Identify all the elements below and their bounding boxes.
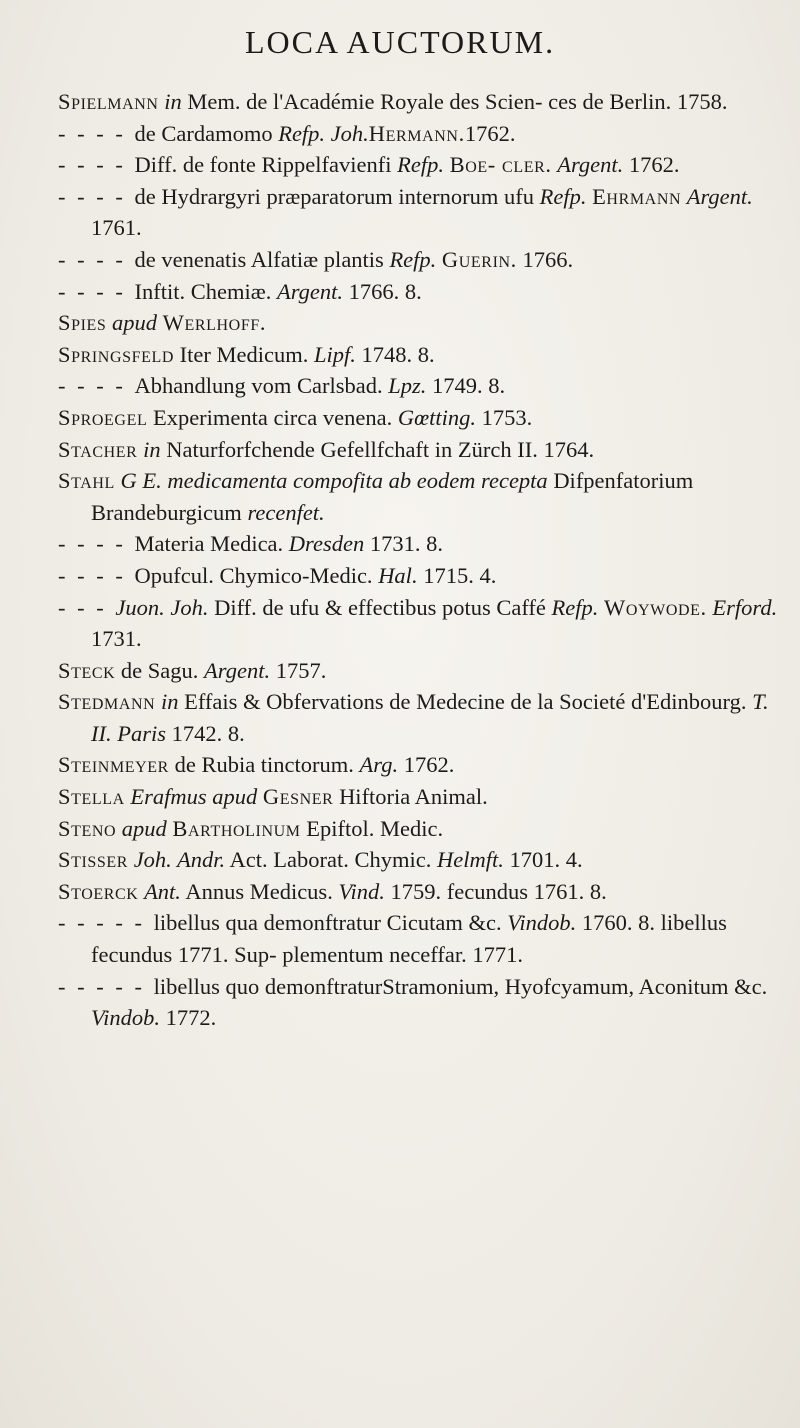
ditto-dashes: - - -	[58, 594, 116, 620]
bibliography-entry	[58, 560, 788, 592]
entry-text: de Cardamomo	[134, 120, 279, 146]
entry-text: 1760. 8. libellus fecundus 1771. Sup- plementum neceffar. 1771.	[91, 910, 727, 968]
bibliography-entry	[58, 749, 788, 781]
entry-text: 1762.	[623, 152, 680, 178]
italic-text: Vind.	[338, 878, 385, 904]
entry-text: de Rubia tinctorum.	[168, 752, 360, 778]
entry-text: 1761.	[91, 215, 142, 241]
italic-text: Vindob.	[91, 1005, 160, 1031]
entry-text: 1757.	[270, 657, 327, 683]
entry-text: Inftit. Chemiæ.	[134, 278, 277, 304]
italic-text: in	[160, 689, 179, 715]
entry-text: Epiftol. Medic.	[300, 815, 444, 841]
bibliography-entry	[58, 307, 788, 339]
italic-text: Refp.	[539, 183, 587, 209]
italic-text: Refp.	[551, 594, 599, 620]
entry-text: Diff. de ufu & effectibus potus Caffé	[208, 594, 552, 620]
bibliography-entry	[58, 118, 788, 150]
entry-text: Difpenfatorium Brandeburgicum	[91, 468, 694, 525]
bibliography-entry	[58, 339, 788, 371]
entry-text: Mem. de l'Académie Royale des Scien- ces de Berlin. 1758.	[181, 89, 728, 114]
entry-text: 1762.	[464, 120, 516, 146]
ditto-dashes: - - - -	[58, 152, 135, 178]
bibliography-entry	[58, 370, 788, 402]
italic-text: in	[164, 89, 182, 114]
ditto-dashes: - - - - -	[58, 910, 154, 936]
bibliography-entry	[58, 907, 788, 970]
entry-text: libellus quo demonftraturStramonium, Hyofcyamum, Aconitum &c.	[153, 973, 768, 999]
entry-text: 1766.	[516, 246, 574, 272]
entry-text: 1759. fecundus 1761. 8.	[384, 878, 607, 904]
italic-text: Helmft.	[436, 847, 504, 873]
italic-text: T. II. Paris	[91, 689, 769, 746]
bibliography-entry	[58, 844, 788, 876]
author-name: Woywode.	[604, 594, 707, 620]
italic-text: Argent.	[276, 278, 344, 304]
author-name: Stedmann	[58, 689, 156, 715]
italic-text: Refp. Joh.	[278, 120, 369, 146]
entry-text: libellus qua demonftratur Cicutam &c.	[153, 910, 508, 936]
ditto-dashes: - - - -	[58, 120, 135, 146]
ditto-dashes: - - - -	[58, 278, 135, 304]
entry-text: de Sagu.	[115, 657, 205, 683]
entry-text: 1772.	[159, 1005, 217, 1031]
author-name: Steck	[58, 657, 116, 683]
italic-text: Erford.	[712, 594, 778, 620]
italic-text: Juon. Joh.	[115, 594, 209, 620]
bibliography-entry	[58, 971, 788, 1034]
bibliography-list	[58, 86, 788, 1034]
bibliography-entry	[58, 686, 788, 749]
author-name: Stacher	[58, 436, 138, 462]
italic-text: Lpz.	[388, 373, 427, 399]
italic-text: Dresden	[288, 531, 365, 557]
entry-text: Effais & Obfervations de Medecine de la Societé d'Edinbourg.	[178, 689, 753, 715]
entry-text: Opufcul. Chymico-Medic.	[134, 562, 379, 588]
entry-text: 1731. 8.	[364, 531, 443, 557]
entry-text: Annus Medicus.	[180, 878, 339, 904]
bibliography-entry	[58, 781, 788, 813]
bibliography-entry	[58, 813, 788, 845]
entry-text: 1715. 4.	[417, 562, 497, 588]
bibliography-entry	[58, 434, 788, 466]
entry-text: 1748. 8.	[355, 341, 435, 367]
ditto-dashes: - - - -	[58, 562, 135, 588]
italic-text: Argent.	[204, 657, 271, 683]
author-name: Guerin.	[441, 246, 517, 272]
italic-text: Vindob.	[507, 910, 577, 936]
author-name: Sproegel	[58, 404, 148, 430]
bibliography-entry	[58, 276, 788, 308]
italic-text: Refp.	[389, 246, 437, 272]
author-name: Steinmeyer	[58, 752, 169, 778]
italic-text: Hal.	[378, 562, 418, 588]
bibliography-entry	[58, 402, 788, 434]
author-name: Ehrmann	[592, 183, 682, 209]
entry-text: de Hydrargyri præparatorum internorum ufu	[134, 183, 540, 209]
italic-text: Erafmus apud	[130, 784, 258, 810]
entry-text: 1749. 8.	[426, 373, 506, 399]
entry-text: Diff. de fonte Rippelfavienfi	[134, 152, 398, 178]
author-name: Werlhoff.	[162, 310, 267, 336]
author-name: Spielmann	[58, 89, 159, 114]
author-name: Hermann.	[368, 120, 465, 146]
entry-text: 1766. 8.	[343, 278, 422, 304]
italic-text: in	[143, 436, 161, 462]
ditto-dashes: - - - -	[58, 246, 135, 272]
italic-text: apud	[121, 815, 167, 841]
entry-text: 1762.	[398, 752, 455, 778]
bibliography-entry	[58, 465, 788, 528]
entry-text: Hiftoria Animal.	[333, 784, 488, 810]
bibliography-entry	[58, 181, 788, 244]
italic-text: Argent.	[557, 152, 624, 178]
author-name: Spies	[58, 310, 107, 336]
ditto-dashes: - - - -	[58, 531, 135, 557]
italic-text: Lipf.	[314, 341, 356, 367]
italic-text: G E. medicamenta compofita ab eodem recepta	[120, 468, 548, 494]
author-name: Boe- cler.	[449, 152, 552, 178]
page-header: LOCA AUCTORUM.	[244, 24, 556, 60]
bibliography-entry	[58, 149, 788, 181]
entry-text: de venenatis Alfatiæ plantis	[134, 246, 390, 272]
entry-text: Experimenta circa venena.	[147, 404, 398, 430]
italic-text: recenfet.	[247, 499, 325, 525]
bibliography-entry	[58, 876, 788, 908]
italic-text: Ant.	[144, 878, 181, 904]
italic-text: apud	[112, 310, 158, 336]
bibliography-entry	[58, 528, 788, 560]
entry-text: Naturforfchende Gefellfchaft in Zürch II. 1764.	[160, 436, 595, 462]
ditto-dashes: - - - -	[58, 373, 135, 399]
author-name: Stisser	[58, 847, 129, 873]
entry-text: Abhandlung vom Carlsbad.	[134, 373, 389, 399]
bibliography-entry	[58, 86, 788, 118]
bibliography-entry	[58, 592, 788, 655]
ditto-dashes: - - - -	[58, 183, 135, 209]
entry-text: 1742. 8.	[166, 720, 245, 746]
entry-text: Iter Medicum.	[174, 341, 314, 367]
italic-text: Gœtting.	[397, 404, 476, 430]
ditto-dashes: - - - - -	[58, 973, 154, 999]
author-name: Stahl	[58, 468, 115, 494]
entry-text: 1753.	[475, 404, 533, 430]
entry-text: 1731.	[91, 626, 142, 652]
author-name: Stoerck	[58, 878, 139, 904]
bibliography-entry	[58, 244, 788, 276]
italic-text: Refp.	[397, 152, 444, 178]
author-name: Springsfeld	[58, 341, 175, 367]
entry-text: Materia Medica.	[134, 531, 289, 557]
italic-text: Arg.	[359, 752, 399, 778]
italic-text: Argent.	[686, 183, 753, 209]
author-name: Stella	[58, 784, 125, 810]
italic-text: Joh. Andr.	[133, 847, 226, 873]
author-name: Steno	[58, 815, 117, 841]
bibliography-entry	[58, 655, 788, 687]
author-name: Bartholinum	[172, 815, 301, 841]
author-name: Gesner	[262, 784, 334, 810]
entry-text: Act. Laborat. Chymic.	[225, 847, 437, 873]
entry-text: 1701. 4.	[503, 847, 583, 873]
